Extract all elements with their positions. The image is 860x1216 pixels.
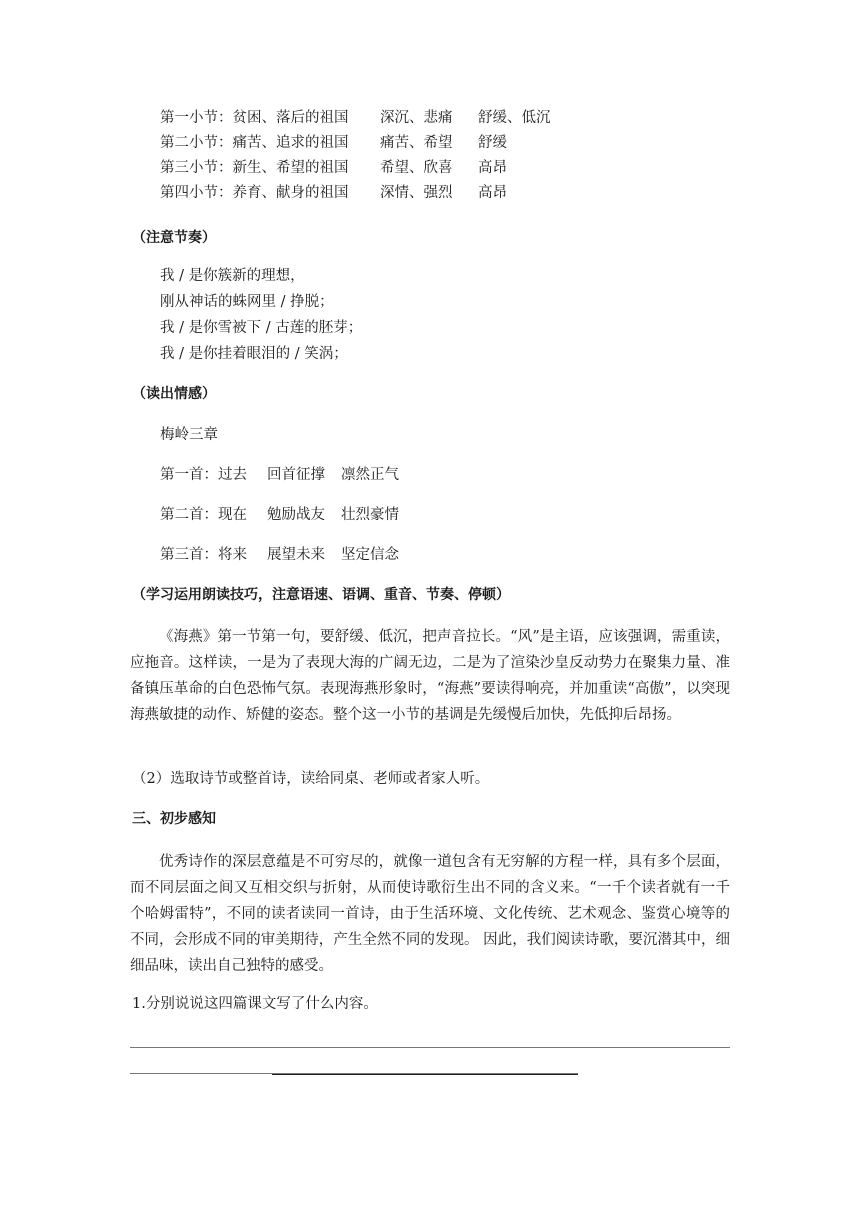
verse-spirit: 壮烈豪情 — [341, 507, 399, 523]
poem-line: 我 / 是你雪被下 / 古莲的胚芽； — [160, 320, 363, 336]
section-tone: 高昂 — [478, 160, 507, 176]
verse-period: 第二首：现在 — [160, 507, 247, 523]
poem-line: 我 / 是你簇新的理想， — [160, 268, 305, 284]
section-tone: 高昂 — [478, 185, 507, 201]
verse-period: 第一首：过去 — [160, 467, 247, 483]
verse-spirit: 凛然正气 — [341, 467, 399, 483]
section-3-paragraph: 优秀诗作的深层意蕴是不可穷尽的，就像一道包含有无穷解的方程一样，具有多个层面，而不同层面之间又互相交织与折射，从而使诗歌衍生出不同的含义来。“一千个读者就有一千个哈姆雷特”，不同的读者读同一首诗，由于生活环境、文化传统、艺术观念、鉴赏心境等的不同，会形成不同的审美期待，产生全然不同的发现。 因此，我们阅读诗歌，要沉潜其中，细细品味，读出自己独特的感受。 — [130, 854, 730, 974]
verse-row — [160, 545, 399, 565]
technique-heading: （学习运用朗读技巧，注意语速、语调、重音、节奏、停顿） — [132, 587, 510, 603]
verse-row — [160, 505, 399, 525]
rhythm-heading: （注意节奏） — [132, 230, 216, 246]
section-label: 第三小节：新生、希望的祖国 — [160, 160, 349, 176]
section-emotion: 深情、强烈 — [380, 185, 453, 201]
section-3-heading: 三、初步感知 — [132, 811, 216, 827]
verse-action: 展望未来 — [267, 547, 325, 563]
section-emotion: 希望、欣喜 — [380, 160, 453, 176]
verse-row — [160, 465, 399, 485]
question-1: 1.分别说说这四篇课文写了什么内容。 — [132, 996, 378, 1012]
technique-paragraph: 《海燕》第一节第一句，要舒缓、低沉，把声音拉长。“风”是主语，应该强调，需重读，应拖音。这样读，一是为了表现大海的广阔无边，二是为了渲染沙皇反动势力在聚集力量、准备镇压革命的白色恐怖气氛。表现海燕形象时，“海燕”要读得响亮，并加重读“高傲”，以突现海燕敏捷的动作、矫健的姿态。整个这一小节的基调是先缓慢后加快，先低抑后昂扬。 — [130, 629, 730, 723]
answer-line[interactable] — [130, 1047, 730, 1048]
verse-action: 回首征撑 — [267, 467, 325, 483]
emotion-heading: （读出情感） — [132, 386, 216, 402]
section-tone: 舒缓 — [478, 135, 507, 151]
task-2: （2）选取诗节或整首诗，读给同桌、老师或者家人听。 — [132, 771, 490, 787]
poem-line: 刚从神话的蛛网里 / 挣脱； — [160, 294, 334, 310]
section-label: 第四小节：养育、献身的祖国 — [160, 185, 349, 201]
poem-line: 我 / 是你挂着眼泪的 / 笑涡； — [160, 346, 348, 362]
table-row — [160, 133, 507, 153]
section-emotion: 痛苦、希望 — [380, 135, 453, 151]
verse-spirit: 坚定信念 — [341, 547, 399, 563]
table-row — [160, 183, 507, 203]
table-row — [160, 108, 551, 128]
table-row — [160, 158, 507, 178]
answer-line-underline — [272, 1074, 578, 1075]
verse-period: 第三首：将来 — [160, 547, 247, 563]
verse-action: 勉励战友 — [267, 507, 325, 523]
poem-title: 梅岭三章 — [160, 427, 218, 443]
section-emotion: 深沉、悲痛 — [380, 110, 453, 126]
section-tone: 舒缓、低沉 — [478, 110, 551, 126]
section-label: 第二小节：痛苦、追求的祖国 — [160, 135, 349, 151]
section-label: 第一小节：贫困、落后的祖国 — [160, 110, 349, 126]
